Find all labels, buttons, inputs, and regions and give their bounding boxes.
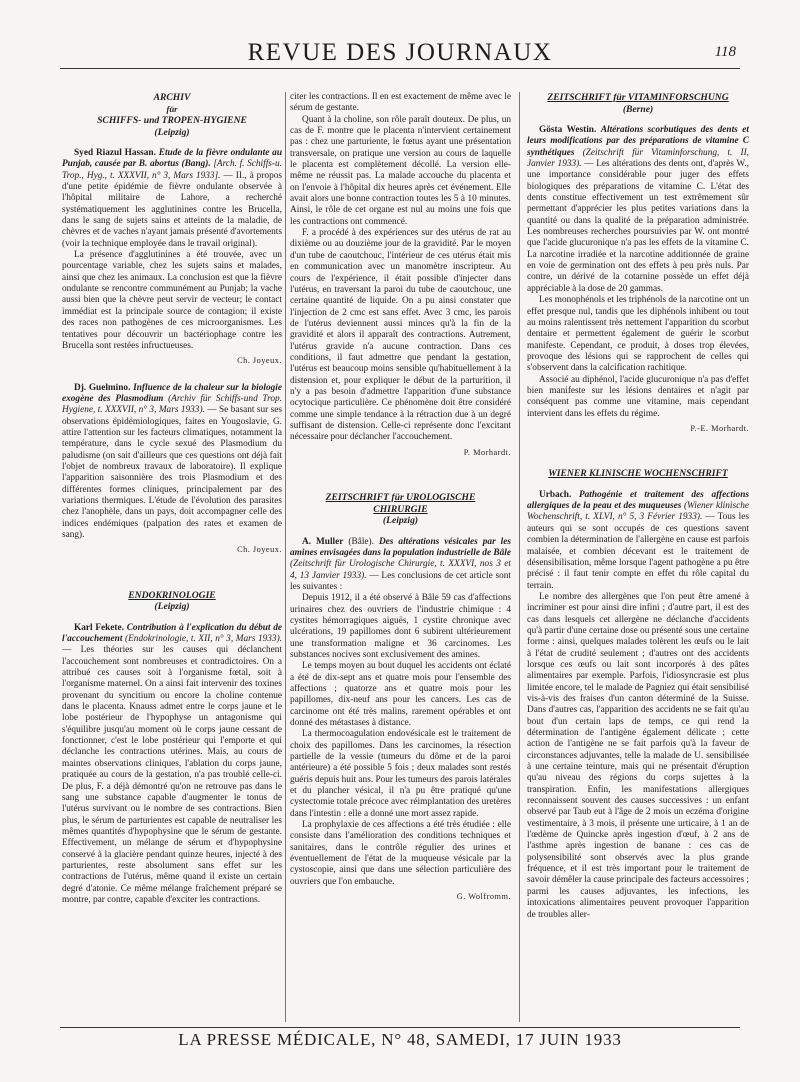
article-gap [290,464,511,474]
section-city-text: (Leipzig) [382,515,419,526]
article-paragraph: Les monophénols et les triphénols de la narcotine ont un effet presque nul, tandis que les diphénols inhibent ou tout au moins ralentissent très nettement l'apparition du scorbut dentaire et permettent également de guérir le scorbut manifeste. Cependant, ce produit, à doses trop élevées, provoque des lésions qui se rapprochent de celles qui s'observent dans la calcification rachitique. [527,295,749,374]
article-lead [62,148,282,250]
section-name [527,468,749,480]
section-name-2 [290,504,511,516]
section-heading [527,468,749,480]
article-paragraph: Associé au diphénol, l'acide glucuronique n'a pas d'effet bien manifeste sur les lésions dentaires et n'agit par conséquent pas comme une vitamine, mais cependant intervient dans les effets du régime. [527,374,749,419]
article-signature: Ch. Joyeux. [237,356,282,366]
section-gap [62,572,282,590]
section-heading [62,92,282,138]
section-gap [62,138,282,148]
page-header [60,38,740,69]
section-name-text: ZEITSCHRIFT für VITAMINFORSCHUNG [547,92,729,103]
article-reference: (Zeitschrift für Vitaminforschung, t. II, Janvier 1933). [527,147,749,170]
article-author: Gösta Westin. [539,125,597,135]
page-number: 118 [714,44,736,60]
article-signature: P.-E. Morhardt. [690,423,749,433]
article-title: Influence de la chaleur sur la biologie exogène des Plasmodium [62,382,282,404]
article-signature: Ch. Joyeux. [237,545,282,555]
article-author-extra: (Bâle). [348,536,374,547]
section-gap [62,613,282,623]
article-title: Pathogénie et traitement des affections allergiques de la peau et des muqueuses [527,489,749,512]
article-author: Urbach. [539,489,572,500]
section-name-text: ENDOKRINOLOGIE [128,589,216,601]
article-paragraph: F. a procédé à des expériences sur des utérus de rat au dixième ou au douzième jour de la gravidité. Par le moyen d'un tube de caoutchouc, l'intérieur de ces utérus était mis en communication avec un manomètre inscripteur. Au cours de l'expérience, il était possible d'injecter dans l'utérus, en traversant la paroi du tube de caoutchouc, une certaine quantité de liquide. On a pu ainsi constater que l'injection de 2 cmc est sans effet. Avec 3 cmc, les parois de l'utérus deviennent aussi minces qu'à la fin de la gravidité et alors il apparaît des contractions. Autrement, l'utérus gravide n'a aucune contraction. Dans ces conditions, il faut admettre que pendant la gestation, l'utérus est beaucoup moins sensible qu'habituellement à la distension et, pour expliquer le début de la parturition, il n'y a pas besoin d'admettre l'apparition d'une substance ocytocique particulière. Ce phénomène doit être considéré comme une simple tendance à la rétraction due à un degré suffisant de distension. Celle-ci représente donc l'excitant nécessaire pour déclancher l'accouchement. [290,228,511,443]
article-lead [290,537,511,594]
article-gap [62,562,282,572]
article-author: A. Muller [302,536,344,547]
article-gap [290,909,511,919]
section-gap [290,527,511,537]
article-reference: (Wiener klinische Wochenschrift, t. XLVI, n° 5, 3 Février 1933). [527,501,749,523]
article-body: — Se basant sur ses observations épidémiologiques, faites en Yougoslavie, G. attire l'attention sur les facteurs climatiques, notamment la température, dans le cycle sexué des Plasmodium du paludisme (on sait d'ailleurs que ces questions ont déjà fait l'objet de nombreux travaux de laboratoire). Il explique l'apparition saisonnière des trois Plasmodium et des différentes formes cliniques, principalement par des variations thermiques. L'étude de l'évolution des parasites chez l'anophèle, dans un pays, doit accompagner celle des indices endémiques (palpation des rates et examen de sang). [62,405,282,540]
article-body: — Les théories sur les causes qui déclanchent l'accouchement sont nombreuses et contradictoires. On a attribué ces causes soit à l'organisme fœtal, soit à l'organisme maternel. On a ainsi fait intervenir des toxines provenant du syncitium ou encore la choline contenue dans le placenta. Knauss admet entre le corps jaune et le lobe postérieur de l'hypophyse un antagonisme qui s'équilibre jusqu'au moment où le corps jaune cessant de fonctionner, c'est le lobe postérieur qui l'emporte et qui déclanche les contractions utérines. Mais, au cours de maintes observations cliniques, l'ablation du corps jaune, pratiquée au cours de la gestation, n'a pas troublé celle-ci. De plus, F. a déjà démontré qu'on ne retrouve pas dans le sang une substance capable d'augmenter le tonus de l'utérus survivant ou le nombre de ses contractions. Bien plus, le sérum de parturientes est capable de neutraliser les mêmes quantités d'hypophysine que le sérum de gestante. Effectivement, un mélange de sérum et d'hypophysine conservé à la glacière pendant quinze heures, injecté à des parturientes, reste absolument sans effet sur les contractions de l'utérus, même quand il existe un certain degré d'atonie. Ce même mélange fraîchement préparé se montre, par contre, capable d'exciter les contractions. [62,645,282,905]
article-gap [62,373,282,383]
section-city [62,601,282,613]
article-reference: [Arch. f. Schiffs-u. Trop., Hyg., t. XXXVII, n° 3, Mars 1933]. [62,159,282,181]
article-gap [527,440,749,450]
article-body: — II., à propos d'une petite épidémie de fièvre ondulante observée à l'hôpital militaire de Lahore, a recherché systématiquement les agglutinines contre les Brucella, dans le sang de sujets sains et atteints de la maladie, de chèvres et de vaches n'ayant jamais présenté d'avortements (voir la technique employée dans le travail original). [62,170,282,249]
column-2 [290,92,511,1024]
article-title: Des altérations vésicales par les amines envisagées dans la population industrielle de Bâle [290,536,511,558]
article-author: Syed Riazul Hassan. [74,148,156,158]
column-3 [527,92,749,1024]
section-sub [62,104,282,116]
article-signature: G. Wolfromm. [456,892,511,902]
section-name [290,492,511,504]
section-name-2-text: SCHIFFS- und TROPEN-HYGIENE [97,115,247,126]
section-city-text: (Leipzig) [154,601,190,613]
section-gap [527,450,749,468]
article-paragraph: Quant à la choline, son rôle paraît douteux. De plus, un cas de F. montre que le placenta n'intervient certainement pas : chez une parturiente, le fœtus ayant une présentation transversale, on pratique une version au cours de laquelle le placenta est complètement décollé. La version elle-même ne réussit pas. La malade accouche du placenta et on l'envoie à l'hôpital dix heures après cet événement. Elle avait alors une bonne contraction toutes les 5 à 10 minutes. Ainsi, le rôle de cet organe est nul au moins une fois que les contractions ont commencé. [290,114,511,227]
section-name [62,590,282,602]
section-gap [527,480,749,490]
article-body: — Les conclusions de cet article sont les suivantes : [290,570,511,592]
section-name [527,92,749,104]
section-heading [62,590,282,613]
column-1 [62,92,282,1024]
section-name-text: ZEITSCHRIFT für UROLOGISCHE [325,492,476,503]
section-heading [290,492,511,527]
section-heading [527,92,749,115]
page-footer: LA PRESSE MÉDICALE, N° 48, SAMEDI, 17 JUIN 1933 [60,1027,740,1054]
article-body: — Les altérations des dents ont, d'après W., une importance considérable pour juger des effets biologiques des préparations de vitamine C. L'état des dents constitue effectivement un test extrêmement sûr permettant d'apprécier les plus petites variations dans la quantité ou dans la qualité de la préparation administrée. Les nombreuses recherches poursuivies par W. ont montré que l'acide glucuronique n'a pas les effets de la vitamine C. La narcotine irradiée et la narcotine additionnée de graine en voie de germination ont des effets à peu près nuls. Par contre, un dérivé de la cotarnine possède un effet déjà appréciable à la dose de 20 gammas. [527,159,749,294]
article-paragraph: Le nombre des allergènes que l'on peut être amené à incriminer est pour ainsi dire infini ; d'autre part, il est des cas dans lesquels cet allergène ne déclanche d'accidents qu'à partir d'une certaine dose ou présenté sous une certaine forme : ainsi, quelques malades tolèrent les œufs ou le lait à l'état de crudité seulement ; d'autres ont des accidents lorsque ces œufs ou lait sont incorporés à des pâtes alimentaires par exemple. Parfois, l'idiosyncrasie est plus limitée encore, tel le malade de Pagniez qui était sensibilisé vis-à-vis des fraises d'un canton déterminé de la Suisse. Dans d'autres cas, l'apparition des accidents ne se fait qu'au bout d'un certain laps de temps, ce qui rend la détermination de l'antigène également délicate ; cette action de l'antigène ne se fait parfois qu'à la faveur de circonstances adjuvantes, telle la malade de U. sensibilisée à une certaine teinture, mais qui ne présentait d'éruption qu'au niveau des régions du corps sujettes à la transpiration. Enfin, les manifestations allergiques reconnaissent souvent des causes successives : un enfant observé par Taub eut à l'âge de 2 mois un eczéma d'origine vestimentaire, à 3 mois, il présente une urticaire, à 1 an de l'œdème de Quincke après ingestion d'œuf, à 2 ans de l'asthme après ingestion de banane : ces cas de polysensibilité sont observés avec la plus grande fréquence, et il est très important pour le traitement de savoir démêler la cause principale des facteurs accessoires ; parmi les causes adjuvantes, les infections, les intoxications alimentaires peuvent provoquer l'apparition de troubles aller- [527,591,749,920]
article-author: Dj. Guelmino. [74,382,131,393]
section-name-text: WIENER KLINISCHE WOCHENSCHRIFT [548,468,728,480]
article-body: — Tous les auteurs qui se sont occupés de ces questions savent combien la détermination de l'allergène en cause est parfois malaisée, et combien décevant est le traitement de désensibilisation, même lorsque l'agent pathogène a pu être précisé : il faut tenir compte en effet du rôle capital du terrain. [527,512,749,591]
column-rule [519,92,520,1022]
article-lead [527,125,749,295]
article-author: Karl Fekete. [74,622,124,633]
section-city-text: (Leipzig) [154,126,190,138]
article-title: Altérations scorbutiques des dents et leurs modifications par des préparations de vitamine C synthétiques [527,125,749,158]
article-title: Etude de la fièvre ondulante au Punjab, causée par B. abortus (Bang). [62,148,282,170]
article-reference: (Archiv für Schiffs-und Trop. Hygiene, t. XXXVII, n° 3, Mars 1933). [62,393,282,416]
article-paragraph: La prophylaxie de ces affections a été très étudiée : elle consiste dans l'amélioration des conditions techniques et sanitaires, dans le contrôle régulier des urines et éventuellement de l'état de la muqueuse vésicale par la cystoscopie, ainsi que dans une sélection particulière des ouvriers que l'on embauche. [290,820,511,887]
article-paragraph: Le temps moyen au bout duquel les accidents ont éclaté a été de dix-sept ans et quatre mois pour l'ensemble des affections ; quatorze ans et quatre mois pour les papillomes, dix-neuf ans pour les cancers. Les cas de carcinome ont été très malins, rarement opérables et ont donné des métastases à distance. [290,661,511,728]
section-city-text: (Berne) [622,103,654,115]
article-paragraph: La présence d'agglutinines a été trouvée, avec un pourcentage variable, chez les sujets sains et malades, ainsi que chez les animaux. La conclusion est que la fièvre ondulante se rencontre communément au Punjab; la vache aussi bien que la chèvre peut servir de vecteur; le contact immédiat est la principale source de contagion; il existe des races non pathogènes de ces microorganismes. Les tentatives pour découvrir un bactériophage contre les Brucella sont restées infructueuses. [62,250,282,351]
section-name-text: ARCHIV [153,92,191,103]
article-reference: (Zeitschrift für Urologische Chirurgie, t. XXXVI, nos 3 et 4, 13 Janvier 1933). [290,559,511,581]
article-paragraph: La thermocoagulation endovésicale est le traitement de choix des papillomes. Dans les carcinomes, la résection partielle de la vessie (tumeurs du dôme et de la paroi antérieure) a été possible 5 fois ; deux malades sont restés guéris depuis huit ans. Pour les tumeurs des parois latérales et du plancher vésical, il n'a pu être pratiqué qu'une cystectomie totale précoce avec réimplantation des uretères dans l'intestin : elle a donné une mort assez rapide. [290,729,511,819]
article-paragraph: Depuis 1912, il a été observé à Bâle 59 cas d'affections urinaires chez des ouvriers de l'industrie chimique : 4 cystites hémorragiques aiguës, 1 cystite chronique avec ulcérations, 19 papillomes dont 6 subirent ultérieurement une transformation maligne et 36 carcinomes. Les substances nocives sont exclusivement des amines. [290,593,511,660]
column-rule [285,92,286,1022]
article-reference: (Endokrinologie, t. XII, n° 3, Mars 1933). [125,634,282,645]
article-paragraph: citer les contractions. Il en est exactement de même avec le sérum de gestante. [290,92,511,114]
article-lead [62,623,282,907]
article-signature: P. Morhardt. [463,447,511,457]
article-lead [527,490,749,592]
section-city [527,104,749,116]
journal-title: REVUE DES JOURNAUX [247,39,553,66]
section-gap [290,474,511,492]
section-name-2-text: CHIRURGIE [373,503,428,515]
article-title: Contribution à l'explication du début de l'accouchement [62,622,282,645]
section-city [290,515,511,527]
section-name [62,92,282,104]
section-gap [527,115,749,125]
section-city [62,127,282,139]
article-lead [62,383,282,542]
section-name-2 [62,115,282,127]
section-sub-text: für [166,103,178,114]
